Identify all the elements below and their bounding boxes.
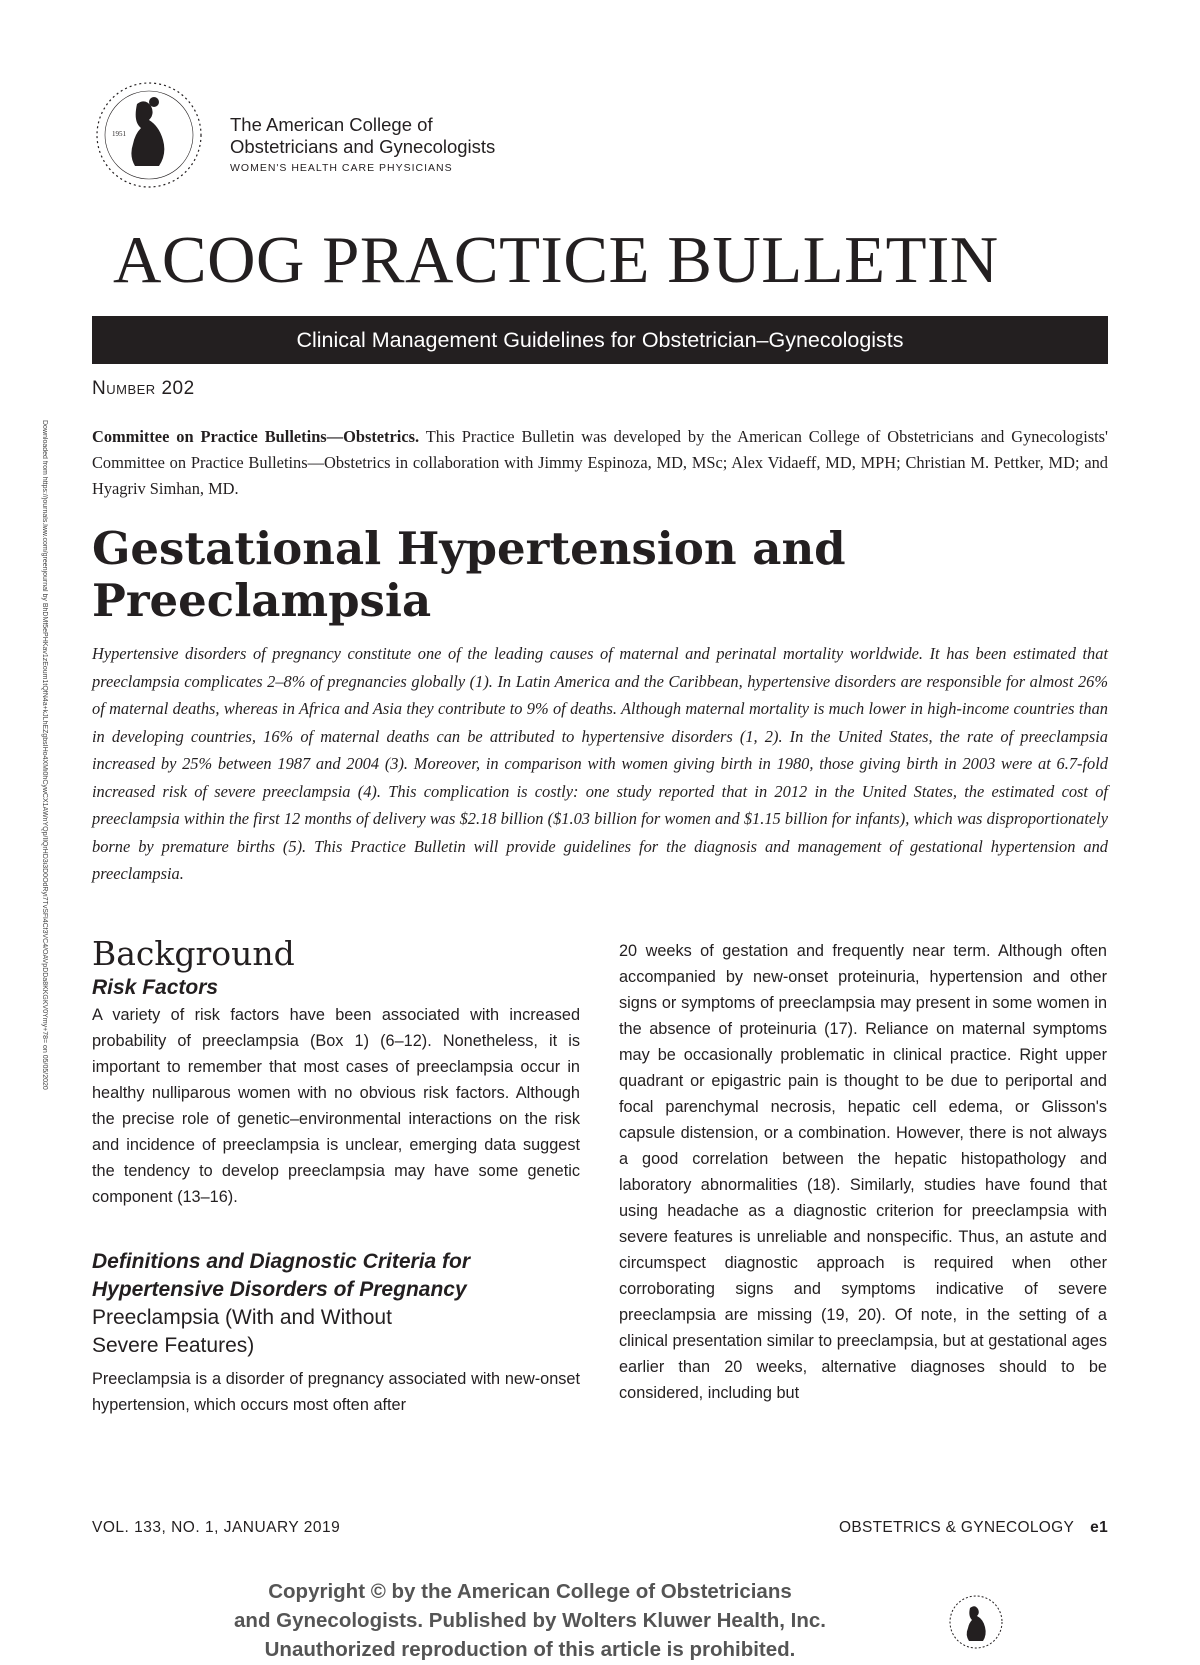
- footer-seal-icon: [948, 1594, 1004, 1650]
- preeclampsia-heading-line2: Severe Features): [92, 1334, 255, 1357]
- title-line1: Gestational Hypertension and: [92, 522, 846, 575]
- copyright-line2: and Gynecologists. Published by Wolters Kluwer Health, Inc.: [234, 1609, 826, 1632]
- abstract: Hypertensive disorders of pregnancy constitute one of the leading causes of maternal and perinatal mortality worldwide. It has been estimated that preeclampsia complicates 2–8% of pregnancies globally (1). In Latin America and the Caribbean, hypertensive disorders are responsible for almost 26% of maternal deaths, whereas in Africa and Asia they contribute to 9% of deaths. Although maternal mortality is much lower in high-income countries than in developing countries, 16% of maternal deaths can be attributed to hypertensive disorders (1, 2). In the United States, the rate of preeclampsia increased by 25% between 1987 and 2004 (3). Moreover, in comparison with women giving birth in 1980, those giving birth in 2003 were at 6.7-fold increased risk of severe preeclampsia (4). This complication is costly: one study reported that in 2012 in the United States, the estimated cost of preeclampsia within the first 12 months of delivery was $2.18 billion ($1.03 billion for women and $1.15 billion for infants), which was disproportionately borne by premature births (5). This Practice Bulletin will provide guidelines for the diagnosis and management of gestational hypertension and preeclampsia.: [92, 644, 1108, 883]
- banner-text: Clinical Management Guidelines for Obstetrician–Gynecologists: [296, 327, 904, 352]
- bulletin-title: ACOG PRACTICE BULLETIN: [113, 223, 999, 297]
- acog-logo: [92, 74, 512, 204]
- preeclampsia-heading: [92, 1304, 580, 1360]
- committee-text: This Practice Bulletin was developed by the American College of Obstetricians and Gynecologists' Committee on Practice Bulletins—Obstetrics in collaboration with Jimmy Espinoza, MD, MSc; Alex Vidaeff, MD, MPH; Christian M. Pettker, MD; and Hyagriv Simhan, MD.: [92, 427, 1109, 498]
- committee-lead: Committee on Practice Bulletins—Obstetrics.: [92, 427, 420, 446]
- acog-seal-icon: [92, 74, 207, 196]
- download-notice: [36, 420, 48, 1110]
- footer-page-number: e1: [1090, 1519, 1108, 1536]
- risk-factors-text: A variety of risk factors have been associated with increased probability of preeclampsia (Box 1) (6–12). Nonetheless, it is important to remember that most cases of preeclampsia occur in healthy nulliparous women with no obvious risk factors. Although the precise role of genetic–environmental interactions on the risk and incidence of preeclampsia is unclear, emerging data suggest the tendency to develop preeclampsia may have some genetic component (13–16).: [92, 1006, 580, 1206]
- copyright-line3: Unauthorized reproduction of this article is prohibited.: [264, 1638, 796, 1661]
- copyright-notice: [160, 1577, 900, 1664]
- org-name-line1: The American College of: [230, 114, 433, 135]
- footer-journal: [839, 1519, 1108, 1537]
- preeclampsia-heading-line1: Preeclampsia (With and Without: [92, 1306, 392, 1329]
- right-column-text: 20 weeks of gestation and frequently near term. Although often accompanied by new-onset proteinuria, hypertension and other signs or symptoms of preeclampsia may present in some women in the absence of proteinuria (17). Reliance on maternal symptoms may be occasionally problematic in clinical practice. Right upper quadrant or epigastric pain is thought to be due to periportal and focal parenchymal necrosis, hepatic cell edema, or Glisson's capsule distension, or a combination. However, there is not always a good correlation between the hepatic histopathology and laboratory abnormalities (18). Similarly, studies have found that using headache as a diagnostic criterion for preeclampsia with severe features is unreliable and nonspecific. Thus, an astute and circumspect diagnostic approach is required when other corroborating signs and symptoms indicative of severe preeclampsia are missing (19, 20). Of note, in the setting of a clinical presentation similar to preeclampsia, but at gestational ages earlier than 20 weeks, alternative diagnoses should to be considered, including but: [619, 942, 1107, 1402]
- bulletin-number: Number 202: [92, 378, 195, 399]
- title-line2: Preeclampsia: [92, 574, 432, 627]
- guidelines-banner: [92, 316, 1108, 364]
- risk-factors-heading: Risk Factors: [92, 976, 219, 999]
- footer-volume: VOL. 133, NO. 1, JANUARY 2019: [92, 1519, 341, 1536]
- left-column: [92, 934, 580, 1418]
- org-tagline: WOMEN'S HEALTH CARE PHYSICIANS: [230, 162, 453, 174]
- right-column: [619, 938, 1107, 1406]
- preeclampsia-text: Preeclampsia is a disorder of pregnancy associated with new-onset hypertension, which occurs most often after: [92, 1370, 580, 1414]
- footer-journal-name: OBSTETRICS & GYNECOLOGY: [839, 1519, 1075, 1536]
- copyright-line1: Copyright © by the American College of Obstetricians: [268, 1580, 792, 1603]
- definitions-heading: [92, 1248, 580, 1304]
- svg-text:1951: 1951: [112, 130, 126, 138]
- document-title: [92, 523, 846, 627]
- org-name-line2: Obstetricians and Gynecologists: [230, 136, 496, 157]
- definitions-heading-line1: Definitions and Diagnostic Criteria for: [92, 1250, 471, 1273]
- committee-credits: [92, 424, 1108, 502]
- background-heading: Background: [92, 934, 295, 973]
- download-notice-text: Downloaded from https://journals.lww.com/greenjournal by BhDMf5ePHKav1zEoum1tQfN4a+kJLhEZgbsIHo4XMi0hCywCX1AWnYQp/IlQrHD3i3D0OdRyi7TvSFl4Cf3VC4/OAVpDDa8KKGKV0Ymy+78= on 05/05/2020: [41, 420, 48, 1090]
- definitions-heading-line2: Hypertensive Disorders of Pregnancy: [92, 1278, 467, 1301]
